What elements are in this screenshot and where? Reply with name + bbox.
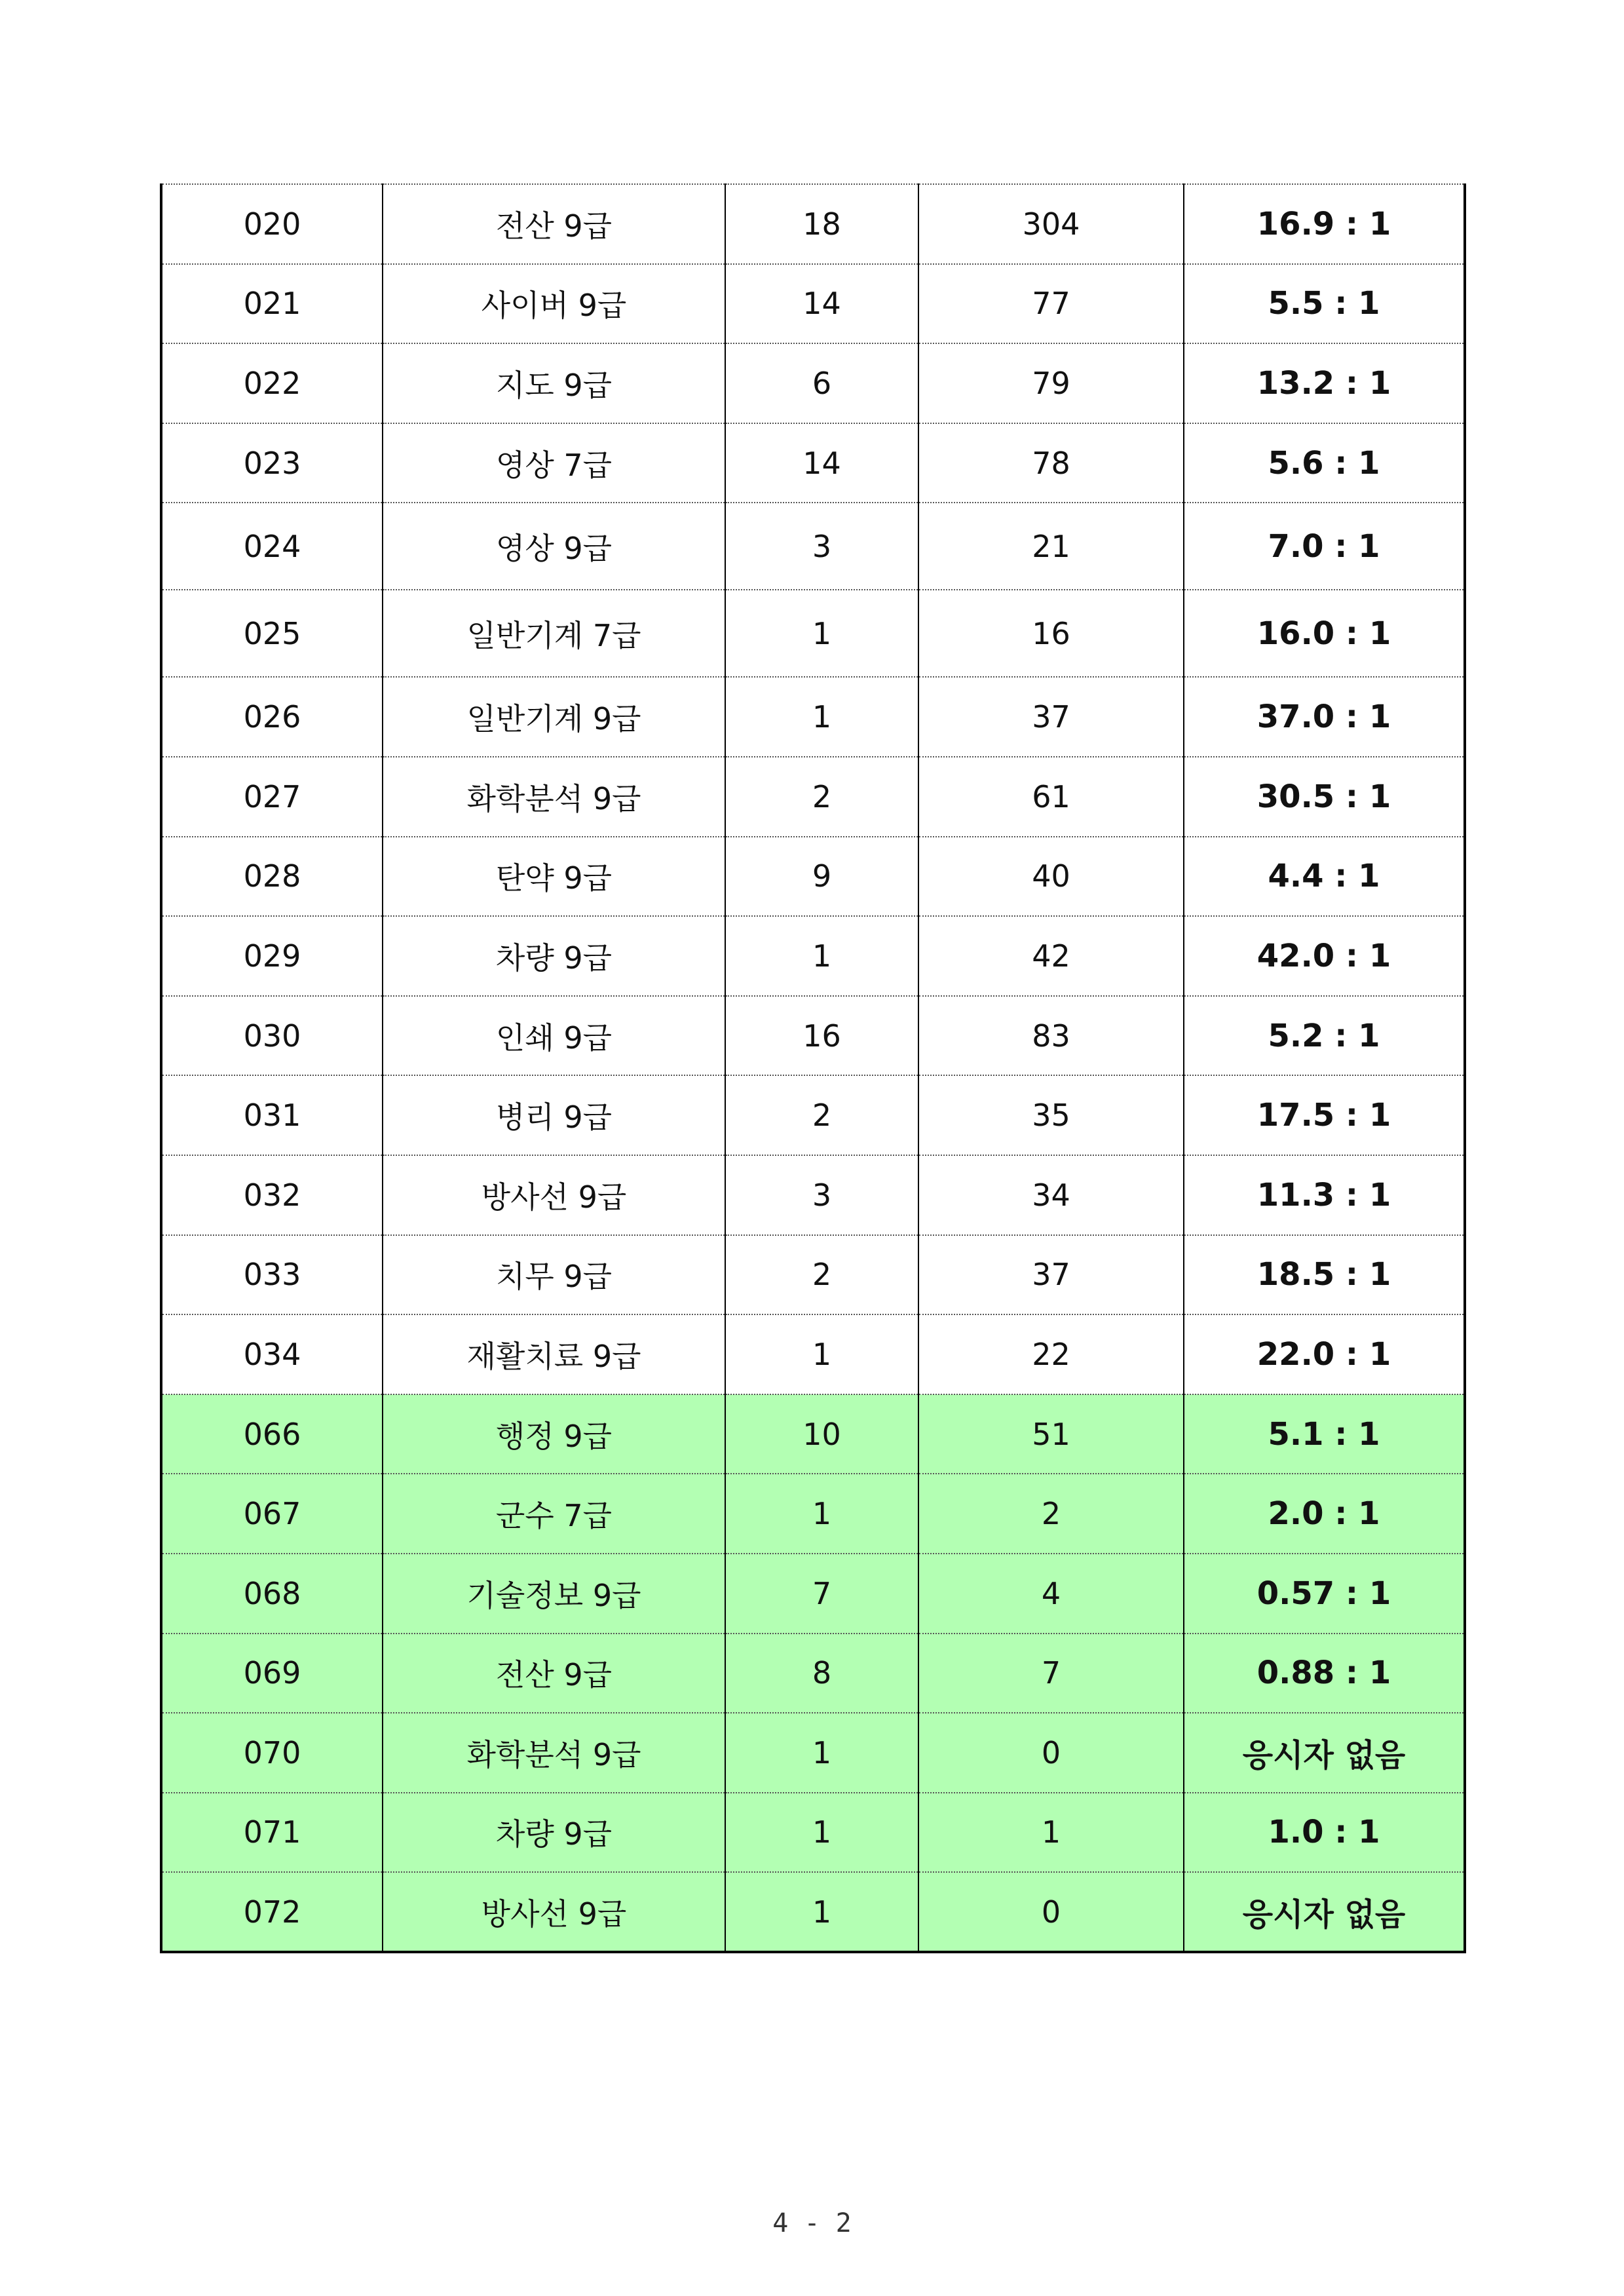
recruits-cell: 16 xyxy=(725,996,918,1076)
table-row xyxy=(161,916,1465,996)
recruits-cell: 14 xyxy=(725,423,918,503)
table-row xyxy=(161,1235,1465,1315)
ratio-cell: 5.1 : 1 xyxy=(1184,1394,1465,1474)
table-row xyxy=(161,837,1465,917)
field-cell: 인쇄 9급 xyxy=(383,996,725,1076)
table-row xyxy=(161,423,1465,503)
table-row xyxy=(161,1075,1465,1155)
applicants-cell: 37 xyxy=(918,677,1184,757)
table-row xyxy=(161,1314,1465,1394)
table-row xyxy=(161,1554,1465,1634)
recruits-cell: 1 xyxy=(725,590,918,677)
applicants-cell: 51 xyxy=(918,1394,1184,1474)
applicants-cell: 42 xyxy=(918,916,1184,996)
applicants-cell: 77 xyxy=(918,264,1184,344)
applicants-cell: 0 xyxy=(918,1713,1184,1793)
table-row xyxy=(161,1634,1465,1713)
ratio-cell: 42.0 : 1 xyxy=(1184,916,1465,996)
field-cell: 탄약 9급 xyxy=(383,837,725,917)
field-cell: 영상 7급 xyxy=(383,423,725,503)
table-row xyxy=(161,590,1465,677)
field-cell: 병리 9급 xyxy=(383,1075,725,1155)
applicants-cell: 83 xyxy=(918,996,1184,1076)
code-cell: 020 xyxy=(161,184,383,264)
code-cell: 026 xyxy=(161,677,383,757)
table-body xyxy=(161,184,1465,1952)
ratio-cell: 7.0 : 1 xyxy=(1184,503,1465,590)
table-row xyxy=(161,1872,1465,1952)
field-cell: 기술정보 9급 xyxy=(383,1554,725,1634)
ratio-cell: 22.0 : 1 xyxy=(1184,1314,1465,1394)
code-cell: 068 xyxy=(161,1554,383,1634)
ratio-cell: 16.0 : 1 xyxy=(1184,590,1465,677)
recruits-cell: 1 xyxy=(725,1872,918,1952)
table-row xyxy=(161,1793,1465,1873)
ratio-cell: 0.57 : 1 xyxy=(1184,1554,1465,1634)
recruits-cell: 7 xyxy=(725,1554,918,1634)
field-cell: 차량 9급 xyxy=(383,1793,725,1873)
code-cell: 028 xyxy=(161,837,383,917)
applicants-cell: 4 xyxy=(918,1554,1184,1634)
recruits-cell: 1 xyxy=(725,677,918,757)
table-row xyxy=(161,343,1465,423)
ratio-cell: 37.0 : 1 xyxy=(1184,677,1465,757)
recruits-cell: 1 xyxy=(725,1314,918,1394)
recruits-cell: 1 xyxy=(725,1793,918,1873)
ratio-cell: 5.2 : 1 xyxy=(1184,996,1465,1076)
applicants-cell: 0 xyxy=(918,1872,1184,1952)
field-cell: 지도 9급 xyxy=(383,343,725,423)
applicants-cell: 61 xyxy=(918,757,1184,837)
code-cell: 069 xyxy=(161,1634,383,1713)
table-row xyxy=(161,996,1465,1076)
field-cell: 영상 9급 xyxy=(383,503,725,590)
ratio-cell: 응시자 없음 xyxy=(1184,1872,1465,1952)
code-cell: 027 xyxy=(161,757,383,837)
table-row xyxy=(161,1713,1465,1793)
recruits-cell: 1 xyxy=(725,916,918,996)
field-cell: 일반기계 9급 xyxy=(383,677,725,757)
ratio-cell: 30.5 : 1 xyxy=(1184,757,1465,837)
code-cell: 021 xyxy=(161,264,383,344)
table-row xyxy=(161,757,1465,837)
field-cell: 전산 9급 xyxy=(383,1634,725,1713)
field-cell: 재활치료 9급 xyxy=(383,1314,725,1394)
applicants-cell: 16 xyxy=(918,590,1184,677)
ratio-cell: 0.88 : 1 xyxy=(1184,1634,1465,1713)
field-cell: 차량 9급 xyxy=(383,916,725,996)
applicants-cell: 21 xyxy=(918,503,1184,590)
applicants-cell: 40 xyxy=(918,837,1184,917)
recruits-cell: 3 xyxy=(725,503,918,590)
recruits-cell: 18 xyxy=(725,184,918,264)
code-cell: 032 xyxy=(161,1155,383,1235)
code-cell: 034 xyxy=(161,1314,383,1394)
field-cell: 행정 9급 xyxy=(383,1394,725,1474)
recruits-cell: 10 xyxy=(725,1394,918,1474)
field-cell: 일반기계 7급 xyxy=(383,590,725,677)
table-row xyxy=(161,1474,1465,1554)
ratio-cell: 1.0 : 1 xyxy=(1184,1793,1465,1873)
ratio-cell: 13.2 : 1 xyxy=(1184,343,1465,423)
table-row xyxy=(161,184,1465,264)
recruits-cell: 6 xyxy=(725,343,918,423)
code-cell: 066 xyxy=(161,1394,383,1474)
applicants-cell: 79 xyxy=(918,343,1184,423)
ratio-cell: 5.5 : 1 xyxy=(1184,264,1465,344)
field-cell: 방사선 9급 xyxy=(383,1155,725,1235)
field-cell: 전산 9급 xyxy=(383,184,725,264)
code-cell: 022 xyxy=(161,343,383,423)
applicants-cell: 34 xyxy=(918,1155,1184,1235)
table-row xyxy=(161,677,1465,757)
ratio-cell: 응시자 없음 xyxy=(1184,1713,1465,1793)
ratio-cell: 16.9 : 1 xyxy=(1184,184,1465,264)
code-cell: 072 xyxy=(161,1872,383,1952)
field-cell: 화학분석 9급 xyxy=(383,757,725,837)
field-cell: 치무 9급 xyxy=(383,1235,725,1315)
recruits-cell: 2 xyxy=(725,1235,918,1315)
applicants-cell: 22 xyxy=(918,1314,1184,1394)
table-row xyxy=(161,1394,1465,1474)
field-cell: 군수 7급 xyxy=(383,1474,725,1554)
applicants-cell: 37 xyxy=(918,1235,1184,1315)
table-row xyxy=(161,264,1465,344)
applicants-cell: 2 xyxy=(918,1474,1184,1554)
code-cell: 024 xyxy=(161,503,383,590)
code-cell: 031 xyxy=(161,1075,383,1155)
code-cell: 033 xyxy=(161,1235,383,1315)
recruits-cell: 2 xyxy=(725,757,918,837)
code-cell: 067 xyxy=(161,1474,383,1554)
applicants-cell: 1 xyxy=(918,1793,1184,1873)
competition-ratio-table xyxy=(160,183,1466,1953)
recruits-cell: 1 xyxy=(725,1713,918,1793)
ratio-cell: 5.6 : 1 xyxy=(1184,423,1465,503)
code-cell: 030 xyxy=(161,996,383,1076)
ratio-cell: 4.4 : 1 xyxy=(1184,837,1465,917)
recruits-cell: 2 xyxy=(725,1075,918,1155)
applicants-cell: 304 xyxy=(918,184,1184,264)
code-cell: 070 xyxy=(161,1713,383,1793)
recruits-cell: 8 xyxy=(725,1634,918,1713)
ratio-cell: 18.5 : 1 xyxy=(1184,1235,1465,1315)
code-cell: 029 xyxy=(161,916,383,996)
field-cell: 사이버 9급 xyxy=(383,264,725,344)
ratio-cell: 17.5 : 1 xyxy=(1184,1075,1465,1155)
field-cell: 방사선 9급 xyxy=(383,1872,725,1952)
applicants-cell: 7 xyxy=(918,1634,1184,1713)
page-number: 4 - 2 xyxy=(772,2208,852,2238)
table-row xyxy=(161,1155,1465,1235)
ratio-cell: 11.3 : 1 xyxy=(1184,1155,1465,1235)
recruits-cell: 9 xyxy=(725,837,918,917)
recruits-cell: 14 xyxy=(725,264,918,344)
code-cell: 025 xyxy=(161,590,383,677)
applicants-cell: 78 xyxy=(918,423,1184,503)
field-cell: 화학분석 9급 xyxy=(383,1713,725,1793)
recruits-cell: 3 xyxy=(725,1155,918,1235)
recruits-cell: 1 xyxy=(725,1474,918,1554)
code-cell: 023 xyxy=(161,423,383,503)
table-row xyxy=(161,503,1465,590)
ratio-cell: 2.0 : 1 xyxy=(1184,1474,1465,1554)
applicants-cell: 35 xyxy=(918,1075,1184,1155)
code-cell: 071 xyxy=(161,1793,383,1873)
